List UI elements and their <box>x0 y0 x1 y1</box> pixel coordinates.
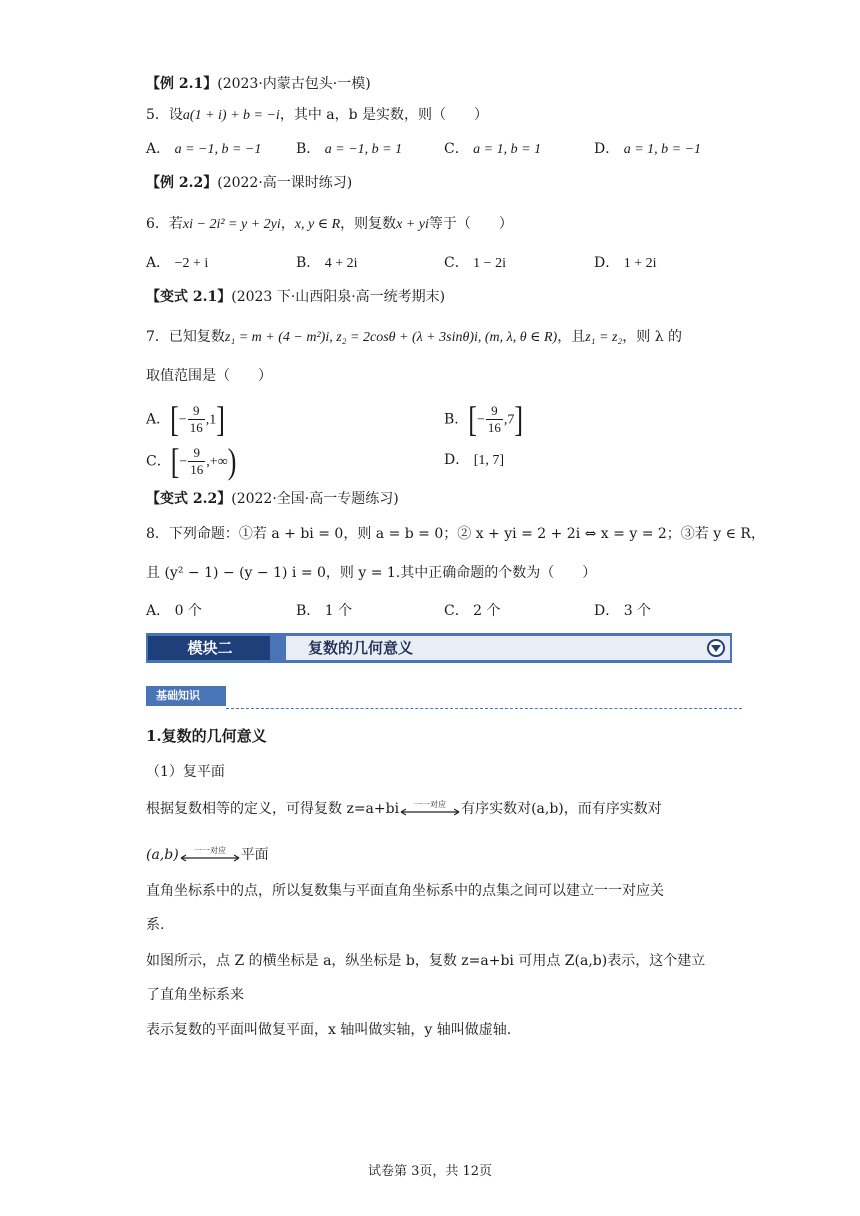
variant-tag: 【变式 2.1】 <box>146 289 232 305</box>
option-a[interactable]: A．[− $\frac{9}{16}$ ,1] <box>146 398 225 440</box>
example-heading <box>146 173 352 193</box>
paragraph: 如图所示，点 Z 的横坐标是 a，纵坐标是 b，复数 z=a+bi 可用点 Z(a,b)表示，这个建立 <box>146 953 706 969</box>
question-text: 已知复数 <box>168 329 225 345</box>
math-expression: x, y ∈ R <box>294 217 341 232</box>
example-source: (2023·内蒙古包头·一模) <box>217 76 371 92</box>
example-tag: 【例 2.2】 <box>146 175 218 191</box>
paragraph: 表示复数的平面叫做复平面，x 轴叫做实轴，y 轴叫做虚轴. <box>146 1022 512 1038</box>
variant-tag: 【变式 2.2】 <box>146 491 232 507</box>
option-a[interactable]: A． −2 + i <box>146 255 209 271</box>
svg-text:一一对应: 一一对应 <box>414 800 447 809</box>
question-text: 下列命题：①若 a + bi = 0，则 a = b = 0；② x + yi = 2 + 2i ⇔ x = y = 2；③若 y ∈ R， <box>168 526 765 542</box>
paragraph: 了直角坐标系来 <box>146 987 244 1003</box>
basic-knowledge-tag: 基础知识 <box>146 686 226 706</box>
dashed-divider <box>226 708 742 709</box>
variant-source: (2023 下·山西阳泉·高一统考期末) <box>231 289 446 305</box>
question-text: ，其中 a，b 是实数，则（ ） <box>279 107 489 123</box>
question-8 <box>146 524 765 544</box>
question-5 <box>146 105 488 126</box>
question-7-line2: 取值范围是（ ） <box>146 368 272 384</box>
question-number: 6． <box>146 216 169 232</box>
bijection-arrow <box>179 845 241 865</box>
variant-source: (2022·全国·高一专题练习) <box>231 491 399 507</box>
question-7 <box>146 327 682 348</box>
question-6 <box>146 214 513 235</box>
example-source: (2022·高一课时练习) <box>217 175 353 191</box>
option-b[interactable]: B． 1 个 <box>296 603 353 619</box>
svg-text:一一对应: 一一对应 <box>193 846 226 855</box>
question-text: ， <box>280 216 295 232</box>
option-d[interactable]: D． [1, 7] <box>444 452 505 468</box>
math-expression: x + yi <box>396 217 429 232</box>
option-d[interactable]: D． a = 1, b = −1 <box>594 141 702 157</box>
option-c[interactable]: C．[− $\frac{9}{16}$ ,+∞) <box>146 440 237 482</box>
question-text: 等于（ ） <box>428 216 513 232</box>
question-text: ，则复数 <box>340 216 397 232</box>
module-label: 模块二 <box>148 636 272 660</box>
option-c[interactable]: C． 1 − 2i <box>444 255 506 271</box>
example-tag: 【例 2.1】 <box>146 76 218 92</box>
question-number: 8． <box>146 526 169 542</box>
math-expression: z₁ = m + (4 − m²)i, z₂ = 2cosθ + (λ + 3sinθ)i, (m, λ, θ ∈ R) <box>224 330 558 345</box>
option-b[interactable]: B． a = −1, b = 1 <box>296 141 403 157</box>
option-d[interactable]: D． 1 + 2i <box>594 255 657 271</box>
math-expression: z₁ = z₂ <box>585 330 623 345</box>
option-b[interactable]: B． 4 + 2i <box>296 255 358 271</box>
subsection-title: （1）复平面 <box>146 764 225 780</box>
example-heading <box>146 74 371 94</box>
option-c[interactable]: C． 2 个 <box>444 603 501 619</box>
page-footer: 试卷第 3页，共 12页 <box>367 1164 493 1179</box>
question-text: ，则 λ 的 <box>622 329 683 345</box>
question-text: 设 <box>168 107 183 123</box>
option-a[interactable]: A． a = −1, b = −1 <box>146 141 262 157</box>
math-expression: a(1 + i) + b = −i <box>182 108 280 123</box>
paragraph: 直角坐标系中的点，所以复数集与平面直角坐标系中的点集之间可以建立一一对应关 <box>146 883 664 899</box>
paragraph: 系. <box>146 917 165 933</box>
module-title: 复数的几何意义 <box>286 636 730 660</box>
variant-heading <box>146 489 399 509</box>
option-a[interactable]: A． 0 个 <box>146 603 202 619</box>
question-number: 7． <box>146 329 169 345</box>
question-8-line2: 且 (y² − 1) − (y − 1) i = 0，则 y = 1.其中正确命题的个数为（ ） <box>146 565 597 581</box>
section-title: 1.复数的几何意义 <box>146 727 267 745</box>
question-text: 若 <box>168 216 183 232</box>
option-b[interactable]: B．[− $\frac{9}{16}$ ,7] <box>444 398 524 440</box>
option-d[interactable]: D． 3 个 <box>594 603 652 619</box>
module-banner <box>146 633 732 663</box>
question-text: ，且 <box>557 329 586 345</box>
math-expression: xi − 2i² = y + 2yi <box>182 217 281 232</box>
variant-heading <box>146 287 445 307</box>
question-number: 5． <box>146 107 169 123</box>
bijection-arrow <box>399 799 461 819</box>
chevron-down-icon[interactable] <box>706 638 726 658</box>
paragraph: (a,b) 一一对应 平面 <box>146 846 269 863</box>
option-c[interactable]: C． a = 1, b = 1 <box>444 141 542 157</box>
paragraph: 根据复数相等的定义，可得复数 z=a+bi 一一对应 有序实数对(a,b)，而有序实数对 <box>146 800 662 817</box>
